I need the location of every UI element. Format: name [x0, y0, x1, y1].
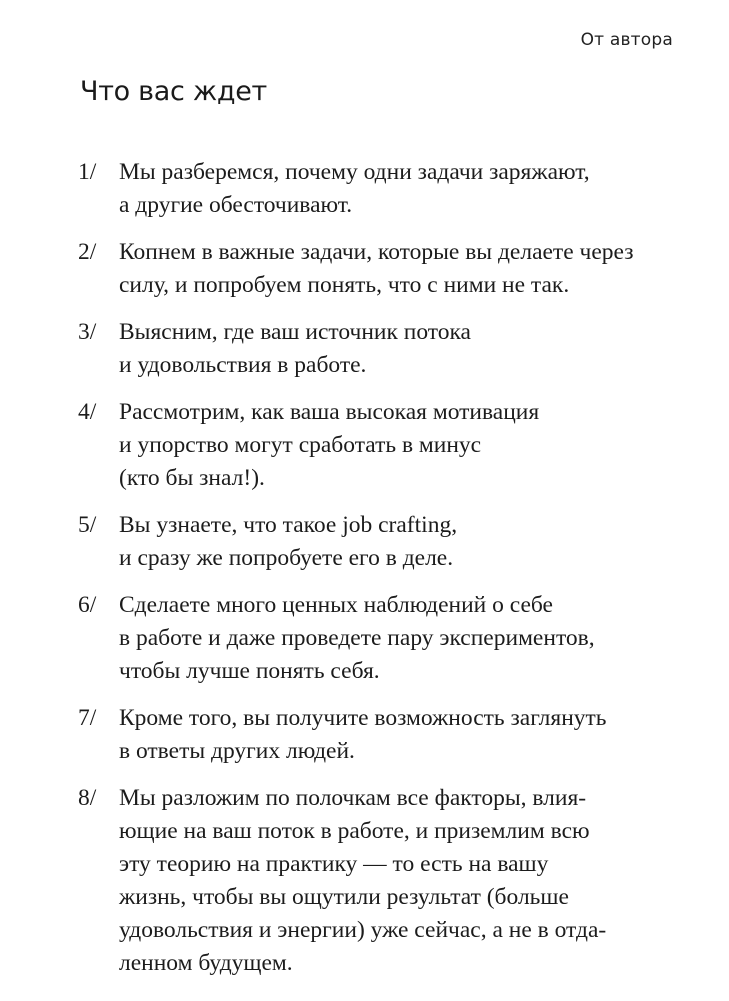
page-title: Что вас ждет	[80, 76, 267, 107]
text-line: Сделаете много ценных наблюдений о себе	[119, 592, 553, 618]
list-item	[78, 156, 678, 222]
item-number: 6/	[78, 592, 97, 618]
text-line: а другие обесточивают.	[119, 192, 353, 218]
text-line: (кто бы знал!).	[119, 465, 265, 491]
text-line: ющие на ваш поток в работе, и приземлим всю	[119, 818, 590, 844]
item-text	[119, 509, 678, 575]
list-item	[78, 396, 678, 495]
item-text	[119, 156, 678, 222]
item-text	[119, 316, 678, 382]
numbered-list	[78, 156, 678, 994]
item-text	[119, 236, 678, 302]
item-number: 7/	[78, 705, 97, 731]
item-number: 2/	[78, 239, 97, 265]
text-line: Копнем в важные задачи, которые вы делаете через	[119, 239, 634, 265]
text-line: Кроме того, вы получите возможность заглянуть	[119, 705, 607, 731]
text-line: Выясним, где ваш источник потока	[119, 319, 471, 345]
item-number: 4/	[78, 399, 97, 425]
list-item	[78, 509, 678, 575]
text-line: жизнь, чтобы вы ощутили результат (больше	[119, 884, 569, 910]
item-text	[119, 702, 678, 768]
list-item	[78, 589, 678, 688]
item-number: 5/	[78, 512, 97, 538]
item-number: 8/	[78, 785, 97, 811]
item-text	[119, 396, 678, 495]
text-line: в работе и даже проведете пару экспериментов,	[119, 625, 595, 651]
text-line: и упорство могут сработать в минус	[119, 432, 482, 458]
item-text	[119, 782, 678, 980]
item-text	[119, 589, 678, 688]
text-line: Мы разложим по полочкам все факторы, влия-	[119, 785, 587, 811]
text-line: и сразу же попробуете его в деле.	[119, 545, 454, 571]
text-line: эту теорию на практику — то есть на вашу	[119, 851, 549, 877]
text-line: Рассмотрим, как ваша высокая мотивация	[119, 399, 540, 425]
text-line: удовольствия и энергии) уже сейчас, а не в отда-	[119, 917, 607, 943]
text-line: Вы узнаете, что такое job crafting,	[119, 512, 458, 538]
item-number: 3/	[78, 319, 97, 345]
text-line: Мы разберемся, почему одни задачи заряжают,	[119, 159, 590, 185]
list-item	[78, 236, 678, 302]
list-item	[78, 316, 678, 382]
item-number: 1/	[78, 159, 97, 185]
text-line: в ответы других людей.	[119, 738, 355, 764]
list-item	[78, 702, 678, 768]
text-line: ленном будущем.	[119, 950, 293, 976]
text-line: чтобы лучше понять себя.	[119, 658, 380, 684]
text-line: и удовольствия в работе.	[119, 352, 367, 378]
list-item	[78, 782, 678, 980]
running-head: От автора	[580, 30, 673, 50]
text-line: силу, и попробуем понять, что с ними не так.	[119, 272, 570, 298]
